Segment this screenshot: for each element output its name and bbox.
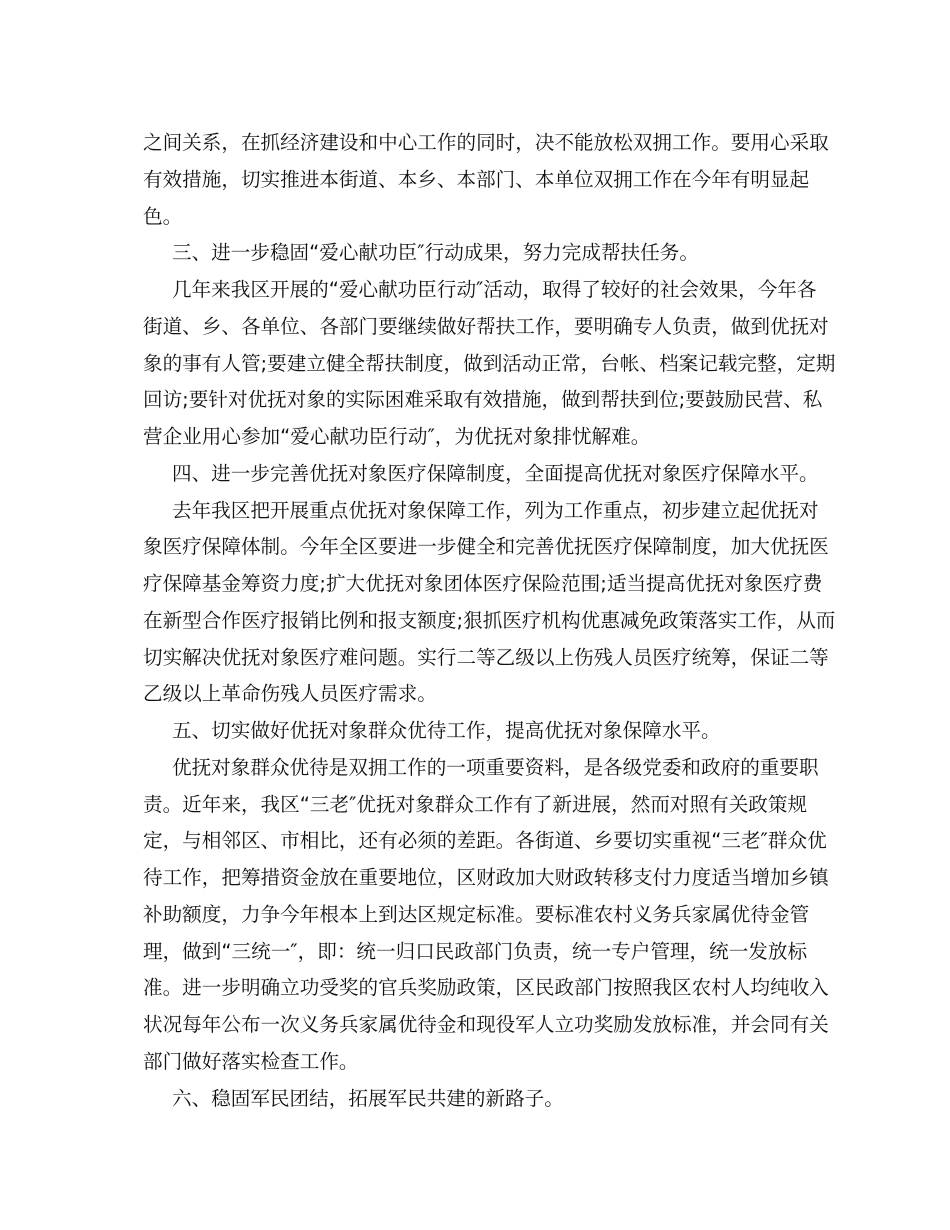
text-line: 理，做到“三统一″，即：统一归口民政部门负责，统一专户管理，统一发放标: [143, 939, 808, 963]
text-line: 有效措施，切实推进本街道、本乡、本部门、本单位双拥工作在今年有明显起: [143, 167, 810, 191]
section-heading: [143, 456, 843, 493]
text-line: 疗保障基金筹资力度;扩大优抚对象团体医疗保险范围;适当提高优抚对象医疗费: [143, 572, 823, 595]
text-line: 去年我区把开展重点优抚对象保障工作，列为工作重点，初步建立起优抚对: [172, 498, 819, 522]
text-line: 四、进一步完善优抚对象医疗保障制度，全面提高优抚对象医疗保障水平。: [172, 461, 819, 485]
text-line: 象的事有人管;要建立健全帮扶制度，做到活动正常，台帐、档案记载完整，定期: [143, 351, 836, 375]
text-line: 三、进一步稳固“爱心献功臣″行动成果，努力完成帮扶任务。: [172, 241, 699, 265]
text-line: 之间关系，在抓经济建设和中心工作的同时，决不能放松双拥工作。要用心采取: [143, 131, 829, 154]
text-line: 在新型合作医疗报销比例和报支额度;狠抓医疗机构优惠减免政策落实工作，从而: [143, 608, 836, 632]
text-line: 色。: [143, 204, 183, 228]
text-line: 准。进一步明确立功受奖的官兵奖励政策，区民政部门按照我区农村人均纯收入: [143, 976, 829, 1000]
paragraph: [143, 272, 843, 456]
text-line: 几年来我区开展的“爱心献功臣行动″活动，取得了较好的社会效果，今年各: [172, 278, 817, 301]
text-line: 切实解决优抚对象医疗难问题。实行二等乙级以上伤残人员医疗统筹，保证二等: [143, 645, 829, 669]
paragraph: [143, 750, 843, 1081]
text-line: 优抚对象群众优待是双拥工作的一项重要资料，是各级党委和政府的重要职: [172, 755, 819, 779]
text-line: 象医疗保障体制。今年全区要进一步健全和完善优抚医疗保障制度，加大优抚医: [143, 535, 829, 559]
text-line: 营企业用心参加“爱心献功臣行动″，为优抚对象排忧解难。: [143, 425, 651, 448]
text-line: 街道、乡、各单位、各部门要继续做好帮扶工作，要明确专人负责，做到优抚对: [143, 314, 829, 338]
text-line: 五、切实做好优抚对象群众优待工作，提高优抚对象保障水平。: [172, 719, 721, 742]
text-line: 状况每年公布一次义务兵家属优待金和现役军人立功奖励发放标准，并会同有关: [143, 1013, 829, 1036]
section-heading: [143, 713, 843, 750]
text-line: 回访;要针对优抚对象的实际困难采取有效措施，做到帮扶到位;要鼓励民营、私: [143, 388, 823, 412]
section-heading: [143, 1081, 843, 1118]
document-page: [143, 125, 843, 1117]
text-line: 定，与相邻区、市相比，还有必须的差距。各街道、乡要切实重视“三老″群众优: [143, 829, 827, 853]
paragraph: [143, 493, 843, 714]
paragraph: [143, 125, 843, 235]
text-line: 六、稳固军民团结，拓展军民共建的新路子。: [172, 1086, 564, 1110]
text-line: 待工作，把筹措资金放在重要地位，区财政加大财政转移支付力度适当增加乡镇: [143, 866, 829, 889]
section-heading: [143, 235, 843, 272]
text-line: 乙级以上革命伤残人员医疗需求。: [143, 682, 437, 706]
text-line: 补助额度，力争今年根本上到达区规定标准。要标准农村义务兵家属优待金管: [143, 902, 810, 926]
text-line: 部门做好落实检查工作。: [143, 1049, 359, 1073]
text-line: 责。近年来，我区“三老″优抚对象群众工作有了新进展，然而对照有关政策规: [143, 792, 808, 816]
